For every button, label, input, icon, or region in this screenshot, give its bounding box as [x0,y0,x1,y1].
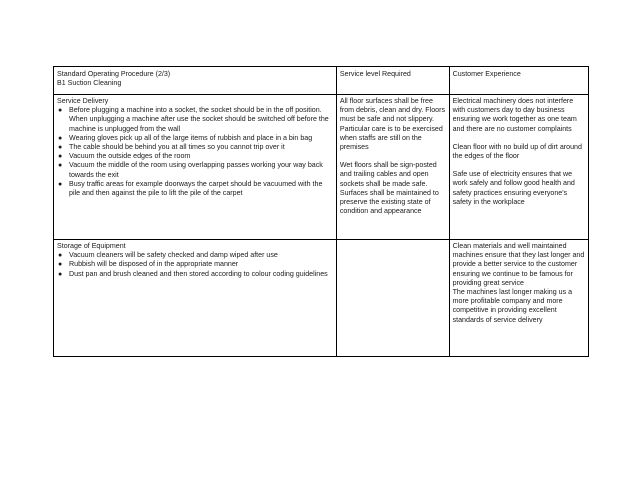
bullet-icon: ● [58,153,63,161]
list-item [57,134,333,143]
bullet-icon: ● [58,261,63,269]
bullet-icon: ● [58,134,63,142]
storage-cell [54,240,337,357]
storage-customer-cell [449,240,588,357]
service-level-paragraph: All floor surfaces shall be free from debris, clean and dry. Floors must be safe and not slippery. Particular care is to be exercised when staffs are still on the premises [339,97,445,152]
service-delivery-list [57,106,333,198]
storage-level-cell [336,240,449,357]
service-level-paragraph: Wet floors shall be sign-posted and trailing cables and open sockets shall be made safe. Surfaces shall be maintained to preserve the existing state of condition and appearance [339,161,439,216]
document-title: Standard Operating Procedure (2/3) [57,70,171,78]
list-item [57,152,333,161]
document-subtitle: B1 Suction Cleaning [57,79,122,88]
list-item [57,270,333,279]
list-item-text: Wearing gloves pick up all of the large items of rubbish and place in a bin bag [69,133,313,142]
list-item-text: Before plugging a machine into a socket, the socket should be in the off position. When unplugging a machine after use the socket should be switched off before the machine is unplugged from the wall [69,106,329,133]
header-title-cell [54,67,337,95]
service-level-heading: Service level Required [339,70,411,78]
header-service-level-cell [336,67,449,95]
table-header-row [54,67,589,95]
service-delivery-customer-cell [449,95,588,240]
list-item-text: Dust pan and brush cleaned and then stored according to colour coding guidelines [69,269,328,278]
service-delivery-heading: Service Delivery [57,97,109,105]
list-item [57,143,333,152]
document-page [53,66,589,357]
list-item [57,106,333,134]
list-item-text: Busy traffic areas for example doorways the carpet should be vacuumed with the pile and then against the pile to lift the pile of the carpet [69,179,323,198]
list-item [57,251,333,260]
list-item-text: The cable should be behind you at all times so you cannot trip over it [69,143,285,152]
table-row [54,240,589,357]
customer-experience-heading: Customer Experience [452,70,521,78]
customer-experience-paragraph: Clean materials and well maintained machines ensure that they last longer and provide a better service to the customer ensuring we continue to be famous for providing great service [452,242,585,287]
list-item [57,180,333,198]
sop-table [53,66,589,357]
bullet-icon: ● [58,180,63,188]
list-item-text: Vacuum the outside edges of the room [69,152,191,161]
list-item-text: Vacuum the middle of the room using overlapping passes working your way back towards the exit [69,161,323,179]
customer-experience-paragraph: Safe use of electricity ensures that we work safely and follow good health and safety practices ensuring everyone's safety in the workplace [452,170,575,206]
service-delivery-level-cell [336,95,449,240]
bullet-icon: ● [58,252,63,260]
list-item-text: Vacuum cleaners will be safety checked and damp wiped after use [69,251,278,260]
list-item-text: Rubbish will be disposed of in the appropriate manner [69,260,239,269]
bullet-icon: ● [58,107,63,115]
customer-experience-paragraph: Clean floor with no build up of dirt around the edges of the floor [452,142,582,161]
customer-experience-paragraph: The machines last longer making us a more profitable company and more competitive in providing excellent standards of service delivery [452,288,573,324]
bullet-icon: ● [58,270,63,278]
bullet-icon: ● [58,144,63,152]
list-item [57,161,333,179]
storage-heading: Storage of Equipment [57,242,126,250]
table-row [54,95,589,240]
customer-experience-paragraph: Electrical machinery does not interfere with customers day to day business ensuring we work together as one team and there are no customer complaints [452,97,577,133]
storage-list [57,251,333,279]
bullet-icon: ● [58,162,63,170]
list-item [57,260,333,269]
service-delivery-cell [54,95,337,240]
header-customer-experience-cell [449,67,588,95]
